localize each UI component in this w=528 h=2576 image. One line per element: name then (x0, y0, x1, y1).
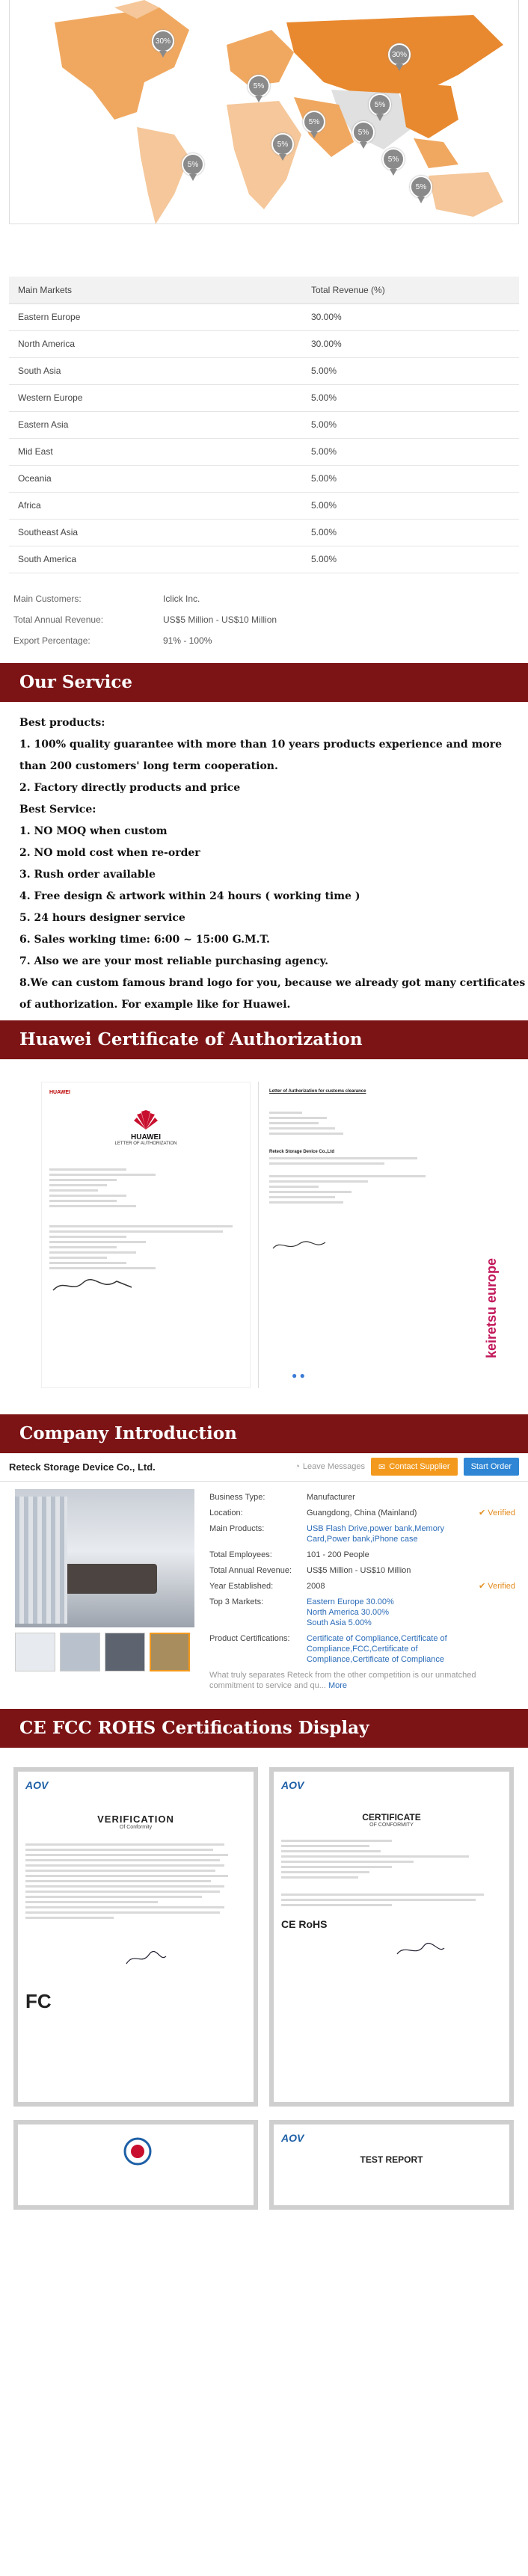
photo-thumbnails (15, 1633, 190, 1671)
section-header-huawei: Huawei Certificate of Authorization (0, 1020, 528, 1059)
map-pin: 5% (410, 176, 432, 198)
section-header-ce: CE FCC ROHS Certifications Display (0, 1709, 528, 1748)
market-share: 5.00% (302, 519, 519, 546)
summary-value: 91% - 100% (163, 635, 212, 646)
column-header: Main Markets (9, 277, 302, 303)
company-summary (13, 588, 528, 651)
table-row (9, 303, 519, 330)
service-line: Best Service: (19, 803, 96, 816)
market-name: South America (9, 546, 302, 573)
detail-value: 101 - 200 People (307, 1550, 369, 1559)
seal-icon (123, 2136, 153, 2166)
summary-row (13, 609, 528, 630)
summary-label: Total Annual Revenue: (13, 614, 104, 625)
start-order-button[interactable]: Start Order (464, 1458, 519, 1476)
detail-row (209, 1508, 516, 1518)
service-line: Best products: (19, 716, 105, 729)
huawei-small-logo: HUAWEI (49, 1089, 70, 1095)
aov-logo: AOV (281, 1778, 304, 1791)
thumbnail[interactable] (15, 1633, 55, 1671)
thumbnail[interactable] (60, 1633, 100, 1671)
aov-logo: AOV (25, 1778, 49, 1791)
chat-icon: ◔ (295, 1462, 300, 1471)
market-name: Western Europe (9, 384, 302, 411)
map-pin: 5% (248, 75, 270, 97)
market-share: 30.00% (302, 303, 519, 330)
market-name: Africa (9, 492, 302, 519)
table-row (9, 519, 519, 546)
certificate-title: CERTIFICATE (362, 1811, 421, 1822)
test-report-document[interactable] (269, 2120, 514, 2210)
service-line: 1. 100% quality guarantee with more than 10 years products experience and more (19, 738, 503, 751)
leave-message-link[interactable] (295, 1462, 365, 1471)
ce-rohs-logo: CE RoHS (281, 1917, 328, 1930)
letter-title: Letter of Authorization for customs clearance (269, 1088, 366, 1094)
map-pin: 5% (303, 111, 325, 133)
certificate-subtitle: OF CONFORMITY (369, 1822, 414, 1828)
leave-message-label: Leave Messages (302, 1462, 366, 1471)
market-name: Southeast Asia (9, 519, 302, 546)
company-tagline (209, 1670, 479, 1691)
conference-table-image (60, 1564, 157, 1594)
market-share: 5.00% (302, 465, 519, 492)
detail-value: Manufacturer (307, 1492, 355, 1502)
huawei-certificate-images (0, 1059, 528, 1414)
display-shelf-image (15, 1497, 67, 1624)
office-photo[interactable] (15, 1489, 194, 1627)
huawei-brand: HUAWEI (131, 1133, 161, 1141)
ce-certificates (0, 1748, 528, 2576)
service-line: 7. Also we are your most reliable purchasing agency. (19, 955, 329, 967)
detail-row (209, 1581, 516, 1591)
table-row (9, 492, 519, 519)
summary-row (13, 630, 528, 651)
market-share: 5.00% (302, 492, 519, 519)
service-line: 8.We can custom famous brand logo for you, because we already got many certificates (19, 976, 526, 989)
detail-row (209, 1633, 516, 1665)
detail-row (209, 1550, 516, 1560)
keiretsu-logo: keiretsu europe (484, 1257, 499, 1358)
summary-value: Iclick Inc. (163, 593, 200, 604)
service-line: 3. Rush order available (19, 868, 156, 881)
certificate-subtitle: Of Conformity (119, 1824, 153, 1830)
service-list (0, 702, 528, 1016)
market-name: Eastern Asia (9, 411, 302, 438)
detail-row (209, 1565, 516, 1576)
market-table (9, 277, 519, 573)
market-share: 5.00% (302, 357, 519, 384)
detail-value-link[interactable]: Eastern Europe 30.00% North America 30.00% South Asia 5.00% (307, 1597, 394, 1627)
detail-label: Main Products: (209, 1523, 265, 1533)
detail-value-link[interactable]: USB Flash Drive,power bank,Memory Card,Power bank,iPhone case (307, 1523, 445, 1544)
market-name: North America (9, 330, 302, 357)
detail-label: Total Annual Revenue: (209, 1565, 292, 1575)
signature-icon (123, 1949, 168, 1970)
huawei-logo-icon (131, 1110, 161, 1131)
detail-value: 2008 (307, 1581, 325, 1591)
table-row (9, 438, 519, 465)
company-details (209, 1492, 516, 1691)
verified-badge: ✔ Verified (479, 1581, 515, 1591)
map-pin: 5% (271, 133, 294, 155)
signature-icon (393, 1941, 446, 1962)
tagline-text: What truly separates Reteck from the other competition is our unmatched commitment to service and qu... (209, 1670, 476, 1690)
map-pin: 30% (388, 43, 411, 66)
detail-label: Location: (209, 1508, 243, 1517)
service-line: 6. Sales working time: 6:00 ~ 15:00 G.M.T. (19, 933, 270, 946)
contact-supplier-button[interactable] (371, 1458, 458, 1476)
table-header-row (9, 277, 519, 303)
market-share: 30.00% (302, 330, 519, 357)
table-row (9, 465, 519, 492)
detail-label: Year Established: (209, 1581, 274, 1591)
summary-row (13, 588, 528, 609)
table-row (9, 411, 519, 438)
world-map (10, 0, 519, 224)
map-pin: 30% (152, 30, 174, 52)
partial-certificate[interactable] (13, 2120, 258, 2210)
mail-icon: ✉ (378, 1462, 386, 1472)
service-line: of authorization. For example like for Huawei. (19, 998, 291, 1011)
detail-value-link[interactable]: Certificate of Compliance,Certificate of Compliance,FCC,Certificate of Compliance,Certificate of Compliance (307, 1633, 447, 1664)
section-header-company: Company Introduction (0, 1414, 528, 1453)
service-line: 5. 24 hours designer service (19, 911, 185, 924)
fcc-logo-icon: FC (25, 1989, 52, 2012)
thumbnail[interactable] (105, 1633, 145, 1671)
map-pin: 5% (352, 121, 375, 144)
market-share: 5.00% (302, 546, 519, 573)
signature-icon (49, 1277, 139, 1295)
market-name: Oceania (9, 465, 302, 492)
verification-certificate[interactable] (13, 1767, 258, 2107)
detail-value: US$5 Million - US$10 Million (307, 1565, 411, 1575)
table-row (9, 330, 519, 357)
detail-label: Business Type: (209, 1492, 265, 1502)
map-pin: 5% (382, 148, 405, 170)
carousel-dots-icon[interactable]: ● ● (292, 1369, 305, 1381)
detail-value: Guangdong, China (Mainland) (307, 1508, 417, 1517)
summary-label: Export Percentage: (13, 635, 90, 646)
map-pin: 5% (369, 93, 391, 116)
detail-row (209, 1597, 516, 1628)
huawei-letter-right (258, 1082, 505, 1388)
conformity-certificate[interactable] (269, 1767, 514, 2107)
company-name-text: Reteck Storage Device Co.,Ltd (269, 1149, 335, 1154)
summary-label: Main Customers: (13, 593, 82, 604)
test-report-title: TEST REPORT (360, 2154, 423, 2165)
market-name: South Asia (9, 357, 302, 384)
market-share: 5.00% (302, 411, 519, 438)
market-share: 5.00% (302, 384, 519, 411)
detail-row (209, 1492, 516, 1503)
thumbnail[interactable] (150, 1633, 190, 1671)
more-link[interactable]: More (328, 1680, 348, 1690)
market-name: Mid East (9, 438, 302, 465)
letter-title: LETTER OF AUTHORIZATION (114, 1141, 177, 1146)
section-header-service: Our Service (0, 663, 528, 702)
table-row (9, 384, 519, 411)
column-header: Total Revenue (%) (302, 277, 519, 303)
huawei-letter-left (41, 1082, 251, 1388)
detail-row (209, 1523, 516, 1544)
market-name: Eastern Europe (9, 303, 302, 330)
detail-label: Top 3 Markets: (209, 1597, 264, 1606)
detail-label: Product Certifications: (209, 1633, 290, 1643)
service-line: 4. Free design & artwork within 24 hours ( working time ) (19, 890, 360, 902)
company-card-header (0, 1453, 528, 1482)
certificate-title: VERIFICATION (97, 1813, 174, 1825)
signature-icon (269, 1236, 329, 1254)
service-line: 1. NO MOQ when custom (19, 825, 168, 837)
market-share: 5.00% (302, 438, 519, 465)
table-row (9, 357, 519, 384)
company-card (0, 1453, 528, 1709)
company-name: Reteck Storage Device Co., Ltd. (9, 1461, 156, 1473)
summary-value: US$5 Million - US$10 Million (163, 614, 277, 625)
detail-label: Total Employees: (209, 1550, 272, 1559)
service-line: 2. NO mold cost when re-order (19, 846, 200, 859)
service-line: 2. Factory directly products and price (19, 781, 241, 794)
service-line: than 200 customers' long term cooperation. (19, 759, 278, 772)
contact-supplier-label: Contact Supplier (389, 1462, 450, 1471)
map-pin: 5% (182, 153, 204, 176)
market-distribution-map (9, 0, 519, 224)
verified-badge: ✔ Verified (479, 1508, 515, 1517)
aov-logo: AOV (281, 2131, 304, 2144)
table-row (9, 546, 519, 573)
